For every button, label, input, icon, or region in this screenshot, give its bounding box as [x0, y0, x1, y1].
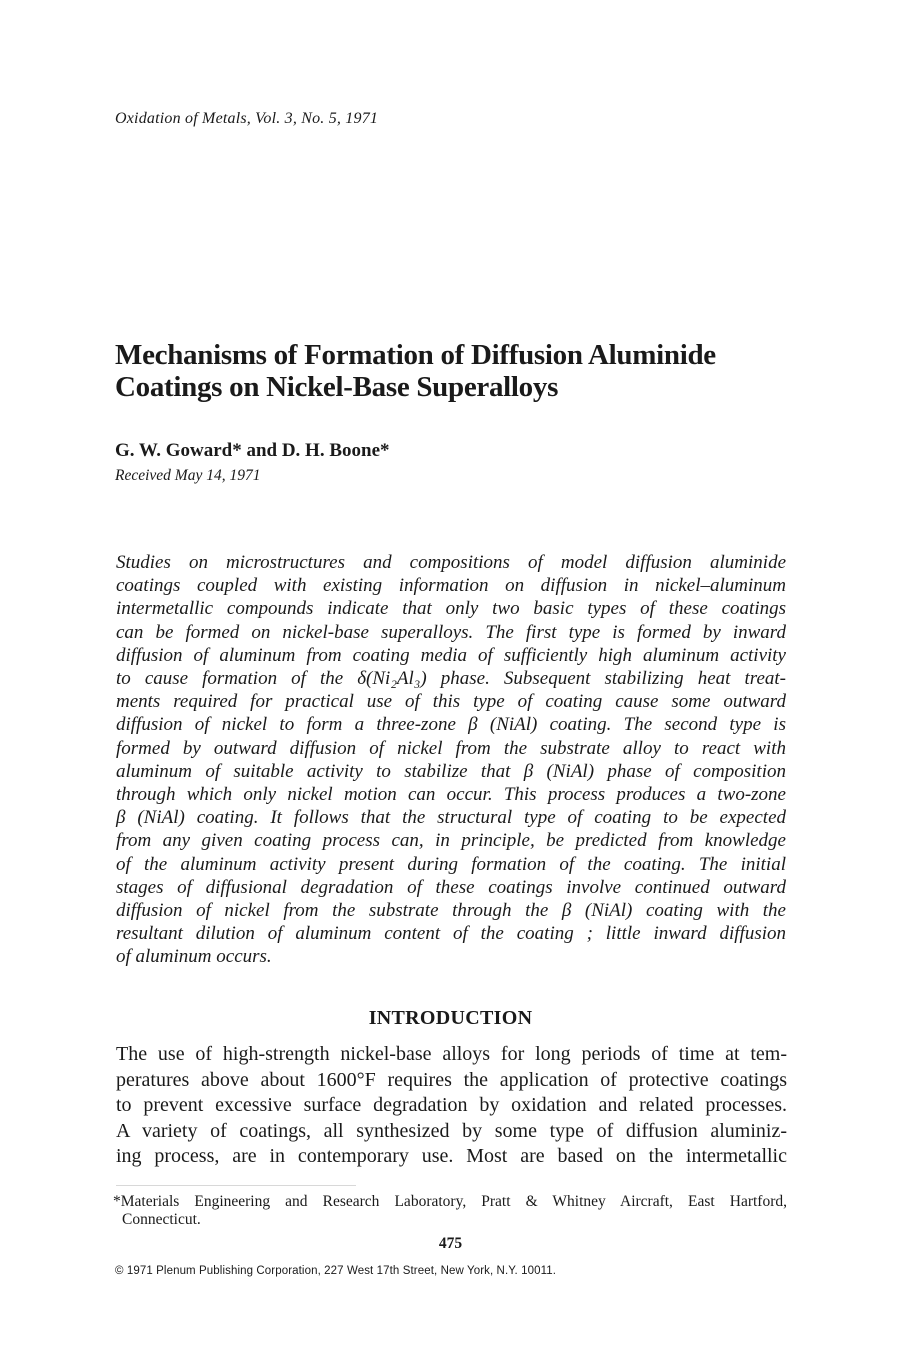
- authors: G. W. Goward* and D. H. Boone*: [115, 440, 390, 461]
- abstract-line: ments required for practical use of this type of coating cause some outward: [116, 691, 786, 713]
- abstract-line: of the aluminum activity present during formation of the coating. The initial: [116, 853, 786, 875]
- abstract-line: diffusion of nickel from the substrate through the β (NiAl) coating with the: [116, 900, 786, 922]
- body-text: [116, 1042, 787, 1170]
- footnote-line: *Materials Engineering and Research Laboratory, Pratt & Whitney Aircraft, East Hartford,: [113, 1193, 787, 1210]
- abstract-line: diffusion of nickel to form a three-zone β (NiAl) coating. The second type is: [116, 714, 786, 736]
- body-line: ing process, are in contemporary use. Most are based on the intermetallic: [116, 1145, 787, 1167]
- journal-citation: Oxidation of Metals, Vol. 3, No. 5, 1971: [115, 110, 379, 127]
- footnote: [113, 1193, 787, 1229]
- abstract-line: can be formed on nickel-base superalloys. The first type is formed by inward: [116, 621, 786, 643]
- abstract-line: formed by outward diffusion of nickel from the substrate alloy to react with: [116, 737, 786, 759]
- abstract-line: stages of diffusional degradation of these coatings involve continued outward: [116, 876, 786, 898]
- abstract-line: Studies on microstructures and compositions of model diffusion aluminide: [116, 552, 786, 573]
- received-date: Received May 14, 1971: [115, 467, 261, 484]
- copyright-line: © 1971 Plenum Publishing Corporation, 227 West 17th Street, New York, N.Y. 10011.: [115, 1265, 557, 1277]
- section-heading: INTRODUCTION: [368, 1007, 533, 1029]
- page-number: 475: [438, 1235, 463, 1252]
- title-line: Mechanisms of Formation of Diffusion Aluminide: [115, 339, 716, 371]
- body-line: A variety of coatings, all synthesized by some type of diffusion aluminiz-: [116, 1119, 787, 1142]
- abstract-line: coatings coupled with existing information on diffusion in nickel–aluminum: [116, 575, 786, 597]
- abstract-line: of aluminum occurs.: [116, 946, 272, 968]
- abstract-line: diffusion of aluminum from coating media of sufficiently high aluminum activity: [116, 644, 786, 666]
- abstract-line: β (NiAl) coating. It follows that the structural type of coating to be expected: [116, 807, 786, 829]
- abstract-line: through which only nickel motion can occur. This process produces a two-zone: [116, 784, 786, 806]
- abstract-line: from any given coating process can, in principle, be predicted from knowledge: [116, 830, 786, 852]
- body-line: to prevent excessive surface degradation by oxidation and related processes.: [116, 1094, 787, 1116]
- abstract-line: resultant dilution of aluminum content of the coating ; little inward diffusion: [116, 923, 786, 945]
- body-line: peratures above about 1600°F requires the application of protective coatings: [116, 1068, 787, 1091]
- abstract: [116, 551, 786, 969]
- abstract-line: to cause formation of the δ(Ni₂Al₃) phase. Subsequent stabilizing heat treat-: [116, 668, 786, 690]
- title-line: Coatings on Nickel-Base Superalloys: [115, 371, 559, 403]
- abstract-line: intermetallic compounds indicate that only two basic types of these coatings: [116, 598, 786, 620]
- body-line: The use of high-strength nickel-base alloys for long periods of time at tem-: [116, 1043, 787, 1065]
- footnote-line: Connecticut.: [122, 1211, 201, 1228]
- article-title: [115, 339, 795, 403]
- abstract-line: aluminum of suitable activity to stabilize that β (NiAl) phase of composition: [116, 760, 786, 782]
- footnote-rule: [116, 1185, 356, 1186]
